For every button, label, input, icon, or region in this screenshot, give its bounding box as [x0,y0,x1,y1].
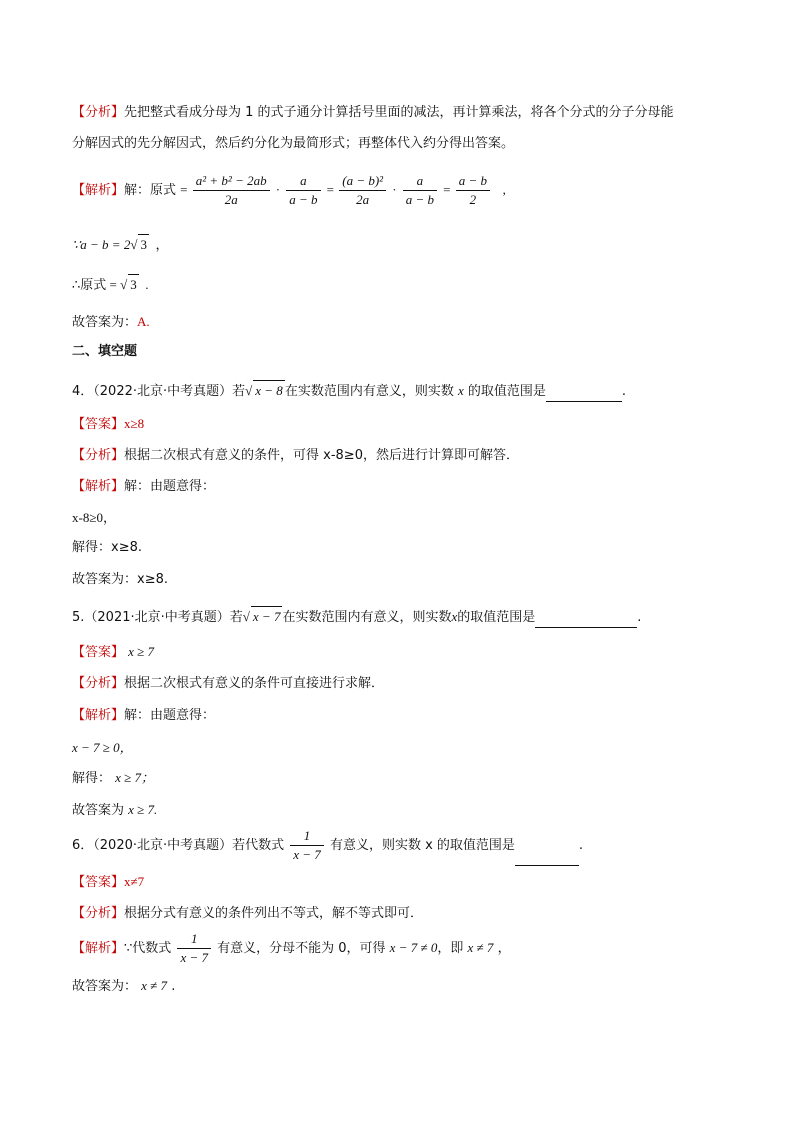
q3-because-text: ∵a − b = 2 [72,237,131,252]
q5-answer-blank [535,613,637,628]
q5-var: x [451,609,458,624]
q6-final-line: 故答案为： x ≠ 7 . [72,978,176,994]
q3-fraction-1: $\frac{\text{a² + b² − 2ab}}{2a}$ [193,172,270,209]
q5-analysis-text: 根据二次根式有意义的条件可直接进行求解． [124,676,385,691]
q3-analysis-tag: 【分析】 [72,105,125,120]
q6-answer-value: x≠7 [124,874,145,889]
section-title: 二、填空题 [72,344,138,359]
q3-therefore-root: 3 [128,274,139,295]
q4-step-c: 故答案为：x≥8. [72,572,168,587]
q3-because-line: ∵a − b = 2√ 3 ， [72,234,168,256]
q6-analysis-line [72,904,423,924]
q4-solution-text: 解：由题意得： [124,479,216,494]
q3-answer-value: A. [137,314,150,329]
q4-stem-prefix: 4．（2022·北京·中考真题）若 [72,384,246,399]
q4-analysis-tag: 【分析】 [72,448,125,463]
q6-analysis-text: 根据分式有意义的条件列出不等式，解不等式即可． [124,906,424,921]
q3-analysis-text-2: 分解因式的先分解因式，然后约分化为最简形式；再整体代入约分得出答案。 [72,136,515,151]
q4-stem-suffix-2: 的取值范围是 [467,384,546,399]
q5-stem: 5.（2021·北京·中考真题）若√ x − 7 在实数范围内有意义，则实数x的取值范围是 . [72,606,641,628]
q3-therefore-line: ∴原式 = √ 3 . [72,274,149,296]
q5-answer-tag: 【答案】 [72,645,125,660]
q4-answer-line [72,414,144,435]
q4-step-a: x-8≥0， [72,510,116,525]
q6-stem-prefix: 6．（2020·北京·中考真题）若代数式 [72,838,285,853]
q5-step-a: x − 7 ≥ 0， [72,740,133,755]
q6-solution-tag: 【解析】 [72,941,125,956]
q5-solution-text: 解：由题意得： [124,708,216,723]
q6-analysis-tag: 【分析】 [72,906,125,921]
q4-solution-tag: 【解析】 [72,479,125,494]
q6-fraction: $\frac{1}{x - 7}$ [290,827,324,864]
q6-solution-fraction: $\frac{1}{x - 7}$ [177,930,211,967]
q3-analysis-line-2 [72,134,514,154]
q6-final-value: x ≠ 7 [141,978,168,993]
q5-step-c: 故答案为 x ≥ 7. [72,802,158,818]
q6-answer-tag: 【答案】 [72,875,125,890]
q5-step-b: 解得： x ≥ 7； [72,770,155,786]
q4-answer-value: x≥8 [124,416,145,431]
q6-solution-line: 【解析】∵代数式 $\frac{1}{x - 7}$ 有意义，分母不能为 0，可得 x − 7 ≠ 0，即 x ≠ 7 ， [72,931,511,965]
q5-solution-line [72,706,215,726]
q6-solution-inequality: x − 7 ≠ 0 [389,940,438,955]
q6-solution-prefix: ∵代数式 [124,941,172,956]
q3-answer-line [72,312,150,333]
q5-solution-tag: 【解析】 [72,708,125,723]
q6-stem-suffix: 有意义，则实数 x 的取值范围是 [329,838,515,853]
q3-solution-text: 解：原式 [124,183,177,198]
q4-step-b: 解得：x≥8. [72,540,142,555]
q3-solution-tag: 【解析】 [72,183,125,198]
q4-stem: 4．（2022·北京·中考真题）若√ x − 8 在实数范围内有意义，则实数 x 的取值范围是 . [72,380,626,402]
q3-solution-line: 【解析】解：原式 = $\frac{\text{a² + b² − 2ab}}{2a}$ · $\frac{a}{a - b}$ = $\frac{\text{(a − b)²}}{2a}$ · $\frac{a}{a - b}$ = $\frac{a - b}{2}$ , [72,173,506,207]
q3-fraction-3: $\frac{\text{(a − b)²}}{2a}$ [339,172,386,209]
q6-final-prefix: 故答案为： [72,979,138,994]
q4-answer-tag: 【答案】 [72,417,125,432]
q5-root-expr: x − 7 [251,606,283,627]
q5-stem-prefix: 5.（2021·北京·中考真题）若 [72,610,243,625]
q4-analysis-text: 根据二次根式有意义的条件，可得 x-8≥0，然后进行计算即可解答． [124,448,519,463]
q3-answer-prefix: 故答案为： [72,315,138,330]
q4-solution-line [72,477,215,497]
q5-analysis-line [72,674,384,694]
q3-because-root: 3 [138,234,149,255]
q6-answer-line [72,872,144,893]
q5-answer-line [72,642,154,663]
q6-answer-blank [515,851,579,866]
q5-answer-value: x ≥ 7 [128,644,155,659]
q4-stem-suffix-1: 在实数范围内有意义，则实数 [284,384,454,399]
q3-analysis-line-1 [72,103,674,123]
q4-root-expr: x − 8 [253,380,285,401]
q5-stem-suffix-1: 在实数范围内有意义，则实数 [282,610,452,625]
q3-therefore-text: ∴原式 [72,278,107,293]
q3-fraction-4: $\frac{a}{a - b}$ [403,172,437,209]
q5-step-b-value: x ≥ 7； [115,770,155,785]
q4-var: x [457,383,464,398]
q5-step-c-value: x ≥ 7. [128,802,158,817]
q4-analysis-line [72,446,519,466]
q6-solution-mid: 有意义，分母不能为 0，可得 [217,941,386,956]
q3-analysis-text-1: 先把整式看成分母为 1 的式子通分计算括号里面的减法，再计算乘法，将各个分式的分子分母能 [124,105,674,120]
q5-stem-suffix-2: 的取值范围是 [457,610,536,625]
q6-stem: 6．（2020·北京·中考真题）若代数式 $\frac{1}{x - 7}$ 有意义，则实数 x 的取值范围是 . [72,826,583,866]
q4-answer-blank [546,387,622,402]
q3-fraction-5: $\frac{a - b}{2}$ [456,172,490,209]
q3-fraction-2: $\frac{a}{a - b}$ [286,172,320,209]
q6-solution-result: x ≠ 7 [467,940,494,955]
q5-analysis-tag: 【分析】 [72,676,125,691]
